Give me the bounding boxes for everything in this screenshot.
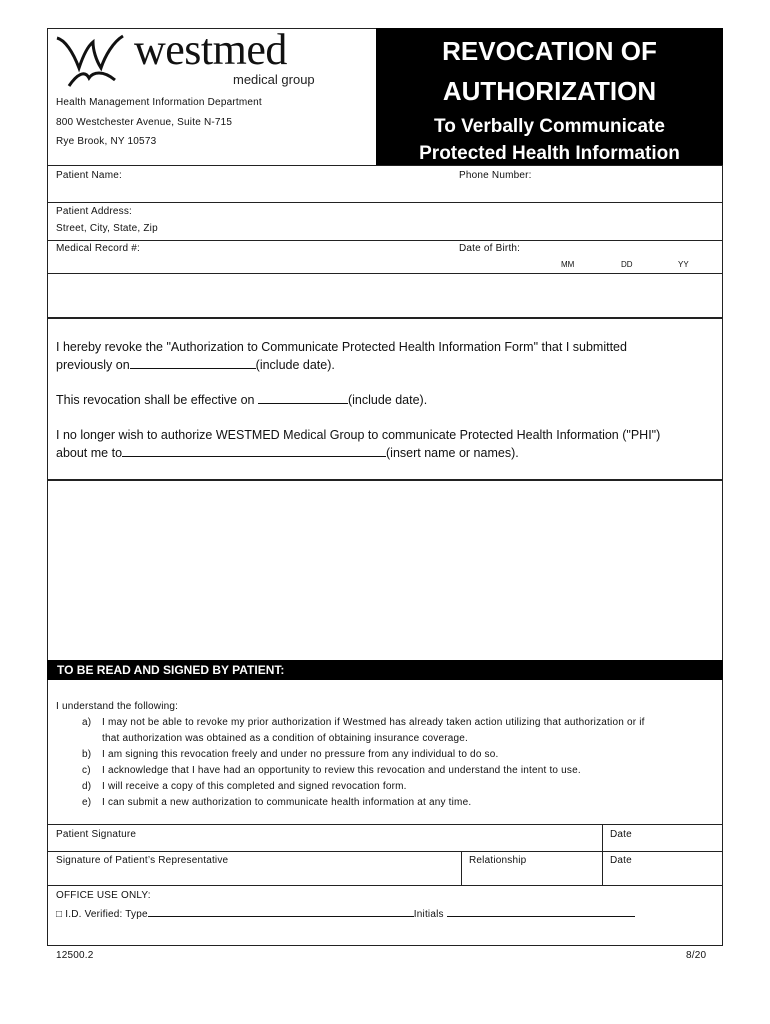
statement-line (56, 391, 716, 409)
divider (47, 317, 723, 319)
title-line-2: AUTHORIZATION (442, 76, 657, 106)
relationship-label: Relationship (469, 855, 527, 866)
representative-date-label: Date (610, 855, 632, 866)
subtitle-line-1: To Verbally Communicate (434, 116, 665, 137)
title-line-1: REVOCATION OF (442, 36, 657, 66)
representative-signature-label: Signature of Patient’s Representative (56, 855, 229, 866)
list-text: I am signing this revocation freely and under no pressure from any individual to do so. (102, 749, 499, 760)
dob-label: Date of Birth: (459, 243, 521, 254)
list-item (56, 779, 721, 795)
list-text: I will receive a copy of this completed and signed revocation form. (102, 781, 407, 792)
address-hint: Street, City, State, Zip (56, 223, 158, 234)
patient-signature-label: Patient Signature (56, 829, 137, 840)
statement-text: (include date). (255, 358, 335, 372)
id-verified-row (56, 907, 635, 920)
medical-record-label: Medical Record #: (56, 243, 140, 254)
divider (47, 824, 723, 825)
patient-address-label: Patient Address: (56, 206, 133, 217)
dob-day-label: DD (621, 260, 633, 269)
list-item (56, 731, 721, 747)
signature-date-label: Date (610, 829, 632, 840)
address-line-2: Rye Brook, NY 10573 (56, 136, 157, 147)
statement-text: (include date). (347, 393, 428, 407)
divider (47, 240, 723, 241)
subtitle-line-2: Protected Health Information (419, 143, 680, 164)
list-marker: a) (82, 717, 92, 728)
westmed-logo-icon (55, 30, 125, 92)
form-number: 12500.2 (56, 950, 94, 961)
effective-date-blank[interactable] (258, 394, 348, 404)
revision-date: 8/20 (686, 950, 707, 961)
divider (47, 273, 723, 274)
understanding-list (56, 699, 721, 811)
id-type-blank[interactable] (148, 907, 414, 917)
title-block (376, 28, 723, 165)
statement-line: I no longer wish to authorize WESTMED Medical Group to communicate Protected Health Information ("PHI") (56, 428, 661, 442)
list-item (56, 763, 721, 779)
address-line-1: 800 Westchester Avenue, Suite N-715 (56, 117, 233, 128)
divider (461, 851, 462, 885)
divider (47, 851, 723, 852)
patient-name-label: Patient Name: (56, 170, 122, 181)
office-use-heading: OFFICE USE ONLY: (56, 890, 151, 901)
revocation-statement (56, 338, 716, 462)
recipient-names-blank[interactable] (122, 447, 386, 457)
statement-text: about me to (56, 446, 123, 460)
id-verified-label: I.D. Verified: Type (65, 909, 148, 920)
logo-tagline: medical group (233, 72, 315, 87)
previous-date-blank[interactable] (130, 359, 256, 369)
initials-label: Initials (413, 909, 444, 920)
logo-name: westmed (134, 25, 287, 74)
dob-year-label: YY (678, 260, 689, 269)
list-text: that authorization was obtained as a condition of obtaining insurance coverage. (102, 733, 469, 744)
understanding-items (56, 715, 721, 811)
statement-line (56, 444, 716, 462)
list-marker: d) (82, 781, 92, 792)
statement-text: previously on (56, 358, 130, 372)
divider (602, 824, 603, 885)
list-item (56, 715, 721, 731)
list-text: I can submit a new authorization to communicate health information at any time. (102, 797, 472, 808)
statement-text: (insert name or names). (386, 446, 519, 460)
list-marker: e) (82, 797, 92, 808)
divider (47, 202, 723, 203)
list-marker: b) (82, 749, 92, 760)
patient-section-heading: TO BE READ AND SIGNED BY PATIENT: (47, 660, 723, 680)
list-item (56, 795, 721, 811)
department-name: Health Management Information Department (56, 97, 262, 108)
list-marker: c) (82, 765, 91, 776)
initials-blank[interactable] (447, 907, 635, 917)
phone-number-label: Phone Number: (459, 170, 532, 181)
understanding-intro: I understand the following: (56, 701, 179, 712)
divider (47, 479, 723, 481)
id-verified-checkbox[interactable]: □ (56, 909, 63, 920)
list-text: I acknowledge that I have had an opportunity to review this revocation and understand the intent to use. (102, 765, 581, 776)
statement-line (56, 356, 716, 374)
statement-text: This revocation shall be effective on (56, 393, 255, 407)
dob-month-label: MM (561, 260, 575, 269)
list-text: I may not be able to revoke my prior authorization if Westmed has already taken action utilizing that authorization or if (102, 717, 645, 728)
list-item (56, 747, 721, 763)
statement-line: I hereby revoke the "Authorization to Communicate Protected Health Information Form" that I submitted (56, 340, 627, 354)
divider (47, 885, 723, 886)
